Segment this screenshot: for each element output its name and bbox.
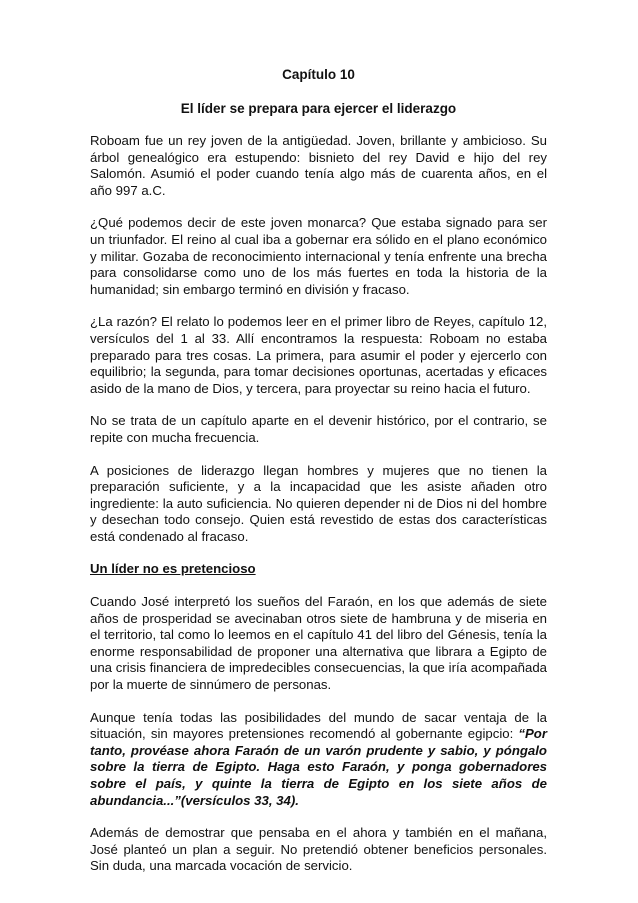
paragraph-4: No se trata de un capítulo aparte en el devenir histórico, por el contrario, se repite con mucha frecuencia. (90, 413, 547, 445)
section-paragraph-1: Cuando José interpretó los sueños del Faraón, en los que además de siete años de prosperidad se avecinaban otros siete de hambruna y de miseria en el territorio, tal como lo leemos en el capítulo 41 del libro del Génesis, tenía la enorme responsabilidad de proponer una alternativa que librara a Egipto de una crisis financiera de impredecibles consecuencias, la que iría acompañada por la muerte de sinnúmero de personas. (90, 594, 547, 693)
section-heading: Un líder no es pretencioso (90, 561, 256, 577)
paragraph-1: Roboam fue un rey joven de la antigüedad. Joven, brillante y ambicioso. Su árbol genealógico era estupendo: bisnieto del rey David e hijo del rey Salomón. Asumió el poder cuando tenía algo más de cuarenta años, en el año 997 a.C. (90, 133, 547, 198)
section-paragraph-2-lead: Aunque tenía todas las posibilidades del mundo de sacar ventaja de la situación, sin mayores pretensiones recomendó al gobernante egipcio: (90, 709, 547, 742)
section-paragraph-3: Además de demostrar que pensaba en el ahora y también en el mañana, José planteó un plan a seguir. No pretendió obtener beneficios personales. Sin duda, una marcada vocación de servicio. (90, 825, 547, 874)
paragraph-2: ¿Qué podemos decir de este joven monarca? Que estaba signado para ser un triunfador. El reino al cual iba a gobernar era sólido en el plano económico y militar. Gozaba de reconocimiento internacional y tenía enfrente una brecha para consolidarse como uno de los más fuertes en toda la historia de la humanidad; sin embargo terminó en división y fracaso. (90, 215, 547, 297)
paragraph-3: ¿La razón? El relato lo podemos leer en el primer libro de Reyes, capítulo 12, versículos del 1 al 33. Allí encontramos la respuesta: Roboam no estaba preparado para tres cosas. La primera, para asumir el poder y ejercerlo con equilibrio; la segunda, para tomar decisiones oportunas, acertadas y eficaces asido de la mano de Dios, y tercera, para proyectar su reino hacia el futuro. (90, 314, 547, 396)
chapter-title: El líder se prepara para ejercer el liderazgo (180, 101, 457, 116)
paragraph-5: A posiciones de liderazgo llegan hombres y mujeres que no tienen la preparación suficiente, y a la incapacidad que les asiste añaden otro ingrediente: la auto suficiencia. No quieren depender ni de Dios ni del hombre y desechan todo consejo. Quien está revestido de estas dos características está condenado al fracaso. (90, 462, 547, 544)
scripture-quote: “Por tanto, provéase ahora Faraón de un varón prudente y sabio, y póngalo sobre la tierra de Egipto. Haga esto Faraón, y ponga gobernadores sobre el país, y quinte la tierra de Egipto en los siete años de abundancia...”(versículos 33, 34). (90, 726, 547, 808)
document-body (90, 67, 547, 891)
chapter-number: Capítulo 10 (282, 67, 355, 82)
section-paragraph-2 (90, 710, 547, 810)
